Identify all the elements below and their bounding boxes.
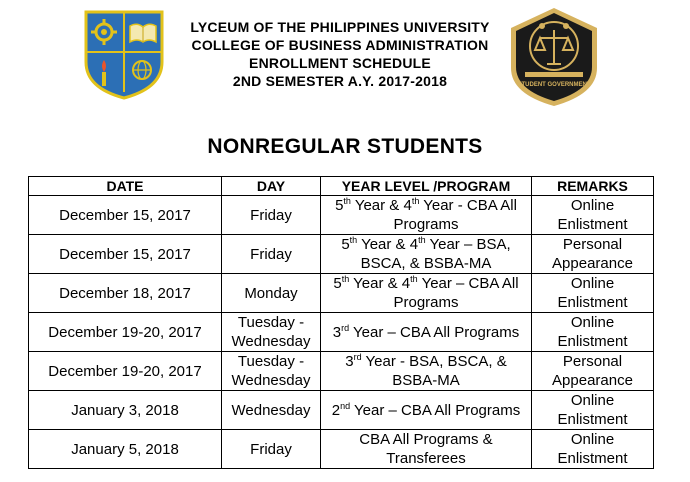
- day-cell: Friday: [222, 430, 321, 469]
- remarks-cell: Online Enlistment: [532, 430, 654, 469]
- table-row: [29, 274, 654, 313]
- university-crest-logo: [84, 10, 164, 100]
- table-row: [29, 196, 654, 235]
- remarks-cell: Online Enlistment: [532, 313, 654, 352]
- table-row: [29, 352, 654, 391]
- day-cell: Wednesday: [222, 391, 321, 430]
- date-cell: December 15, 2017: [29, 196, 222, 235]
- day-cell: Tuesday - Wednesday: [222, 313, 321, 352]
- table-row: [29, 391, 654, 430]
- date-cell: December 15, 2017: [29, 235, 222, 274]
- program-cell: 5th Year & 4th Year - CBA All Programs: [321, 196, 532, 235]
- date-cell: January 5, 2018: [29, 430, 222, 469]
- column-header-program: YEAR LEVEL /PROGRAM: [321, 177, 532, 196]
- day-cell: Friday: [222, 196, 321, 235]
- day-cell: Tuesday - Wednesday: [222, 352, 321, 391]
- table-row: [29, 313, 654, 352]
- remarks-cell: Online Enlistment: [532, 274, 654, 313]
- date-cell: December 18, 2017: [29, 274, 222, 313]
- table-row: [29, 430, 654, 469]
- date-cell: December 19-20, 2017: [29, 352, 222, 391]
- program-cell: 2nd Year – CBA All Programs: [321, 391, 532, 430]
- table-row: [29, 235, 654, 274]
- university-name: LYCEUM OF THE PHILIPPINES UNIVERSITY: [190, 19, 490, 35]
- schedule-heading: ENROLLMENT SCHEDULE: [249, 55, 431, 71]
- remarks-cell: Personal Appearance: [532, 235, 654, 274]
- schedule-table: [28, 176, 654, 469]
- page-title: NONREGULAR STUDENTS: [207, 135, 483, 158]
- date-cell: January 3, 2018: [29, 391, 222, 430]
- program-cell: 3rd Year – CBA All Programs: [321, 313, 532, 352]
- date-cell: December 19-20, 2017: [29, 313, 222, 352]
- remarks-cell: Online Enlistment: [532, 196, 654, 235]
- college-name: COLLEGE OF BUSINESS ADMINISTRATION: [191, 37, 489, 53]
- column-header-remarks: REMARKS: [532, 177, 654, 196]
- student-government-seal-logo: [507, 6, 601, 108]
- remarks-cell: Personal Appearance: [532, 352, 654, 391]
- program-cell: 5th Year & 4th Year – CBA All Programs: [321, 274, 532, 313]
- column-header-day: DAY: [222, 177, 321, 196]
- column-header-date: DATE: [29, 177, 222, 196]
- document-header: [170, 18, 510, 90]
- program-cell: 3rd Year - BSA, BSCA, & BSBA-MA: [321, 352, 532, 391]
- table-header-row: [29, 177, 654, 196]
- remarks-cell: Online Enlistment: [532, 391, 654, 430]
- day-cell: Monday: [222, 274, 321, 313]
- program-cell: CBA All Programs & Transferees: [321, 430, 532, 469]
- day-cell: Friday: [222, 235, 321, 274]
- seal-text: STUDENT GOVERNMENT: [517, 82, 591, 88]
- program-cell: 5th Year & 4th Year – BSA, BSCA, & BSBA-MA: [321, 235, 532, 274]
- semester-heading: 2ND SEMESTER A.Y. 2017-2018: [232, 73, 448, 89]
